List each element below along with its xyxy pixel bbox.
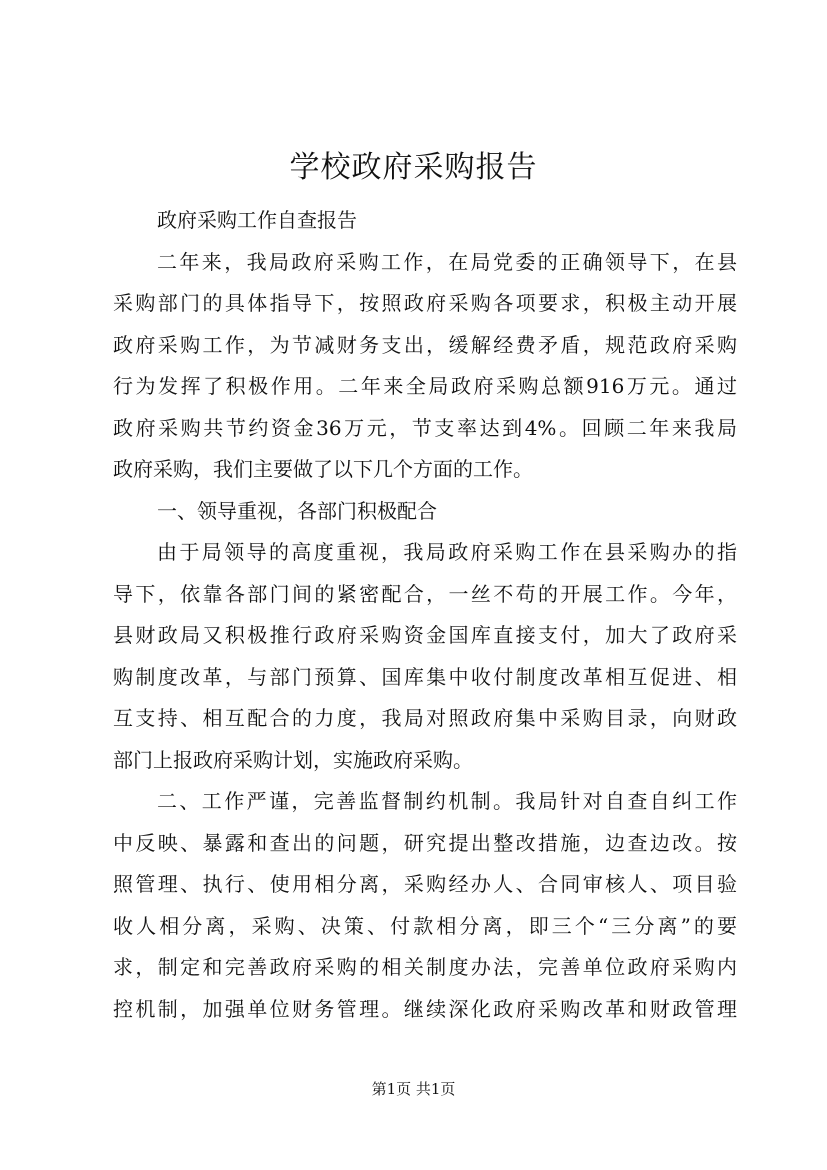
text-line: 二、工作严谨，完善监督制约机制。我局针对自查自纠工作 [157, 789, 737, 813]
text-line: 部门上报政府采购计划，实施政府采购。 [113, 747, 473, 772]
text-line: 采购部门的具体指导下，按照政府采购各项要求，积极主动开展 [113, 291, 737, 315]
text-line: 照管理、执行、使用相分离，采购经办人、合同审核人、项目验 [113, 872, 737, 896]
text-line: 求，制定和完善政府采购的相关制度办法，完善单位政府采购内 [113, 955, 737, 979]
text-line: 由于局领导的高度重视，我局政府采购工作在县采购办的指 [157, 540, 737, 564]
text-line: 控机制，加强单位财务管理。继续深化政府采购改革和财政管理 [113, 996, 737, 1021]
text-line: 县财政局又积极推行政府采购资金国库直接支付，加大了政府采 [113, 623, 737, 647]
text-line: 收人相分离，采购、决策、付款相分离，即三个“三分离”的要 [113, 913, 737, 938]
text-line: 购制度改革，与部门预算、国库集中收付制度改革相互促进、相 [113, 664, 737, 689]
text-line: 互支持、相互配合的力度，我局对照政府集中采购目录，向财政 [113, 706, 737, 730]
text-line: 二年来，我局政府采购工作，在局党委的正确领导下，在县 [157, 249, 737, 274]
text-line: 行为发挥了积极作用。二年来全局政府采购总额916万元。通过 [113, 374, 737, 398]
text-line: 政府采购共节约资金36万元，节支率达到4%。回顾二年来我局 [113, 415, 737, 440]
page-footer: 第1页 共1页 [371, 1080, 456, 1098]
text-line: 政府采购工作，为节减财务支出，缓解经费矛盾，规范政府采购 [113, 332, 737, 357]
text-line: 政府采购，我们主要做了以下几个方面的工作。 [113, 457, 533, 481]
text-line: 一、领导重视，各部门积极配合 [157, 498, 437, 523]
document-title: 学校政府采购报告 [289, 150, 538, 185]
text-line: 政府采购工作自查报告 [157, 208, 357, 232]
text-line: 导下，依靠各部门间的紧密配合，一丝不苟的开展工作。今年， [113, 581, 737, 606]
document-body [113, 200, 737, 1030]
text-line: 中反映、暴露和查出的问题，研究提出整改措施，边查边改。按 [113, 830, 737, 855]
